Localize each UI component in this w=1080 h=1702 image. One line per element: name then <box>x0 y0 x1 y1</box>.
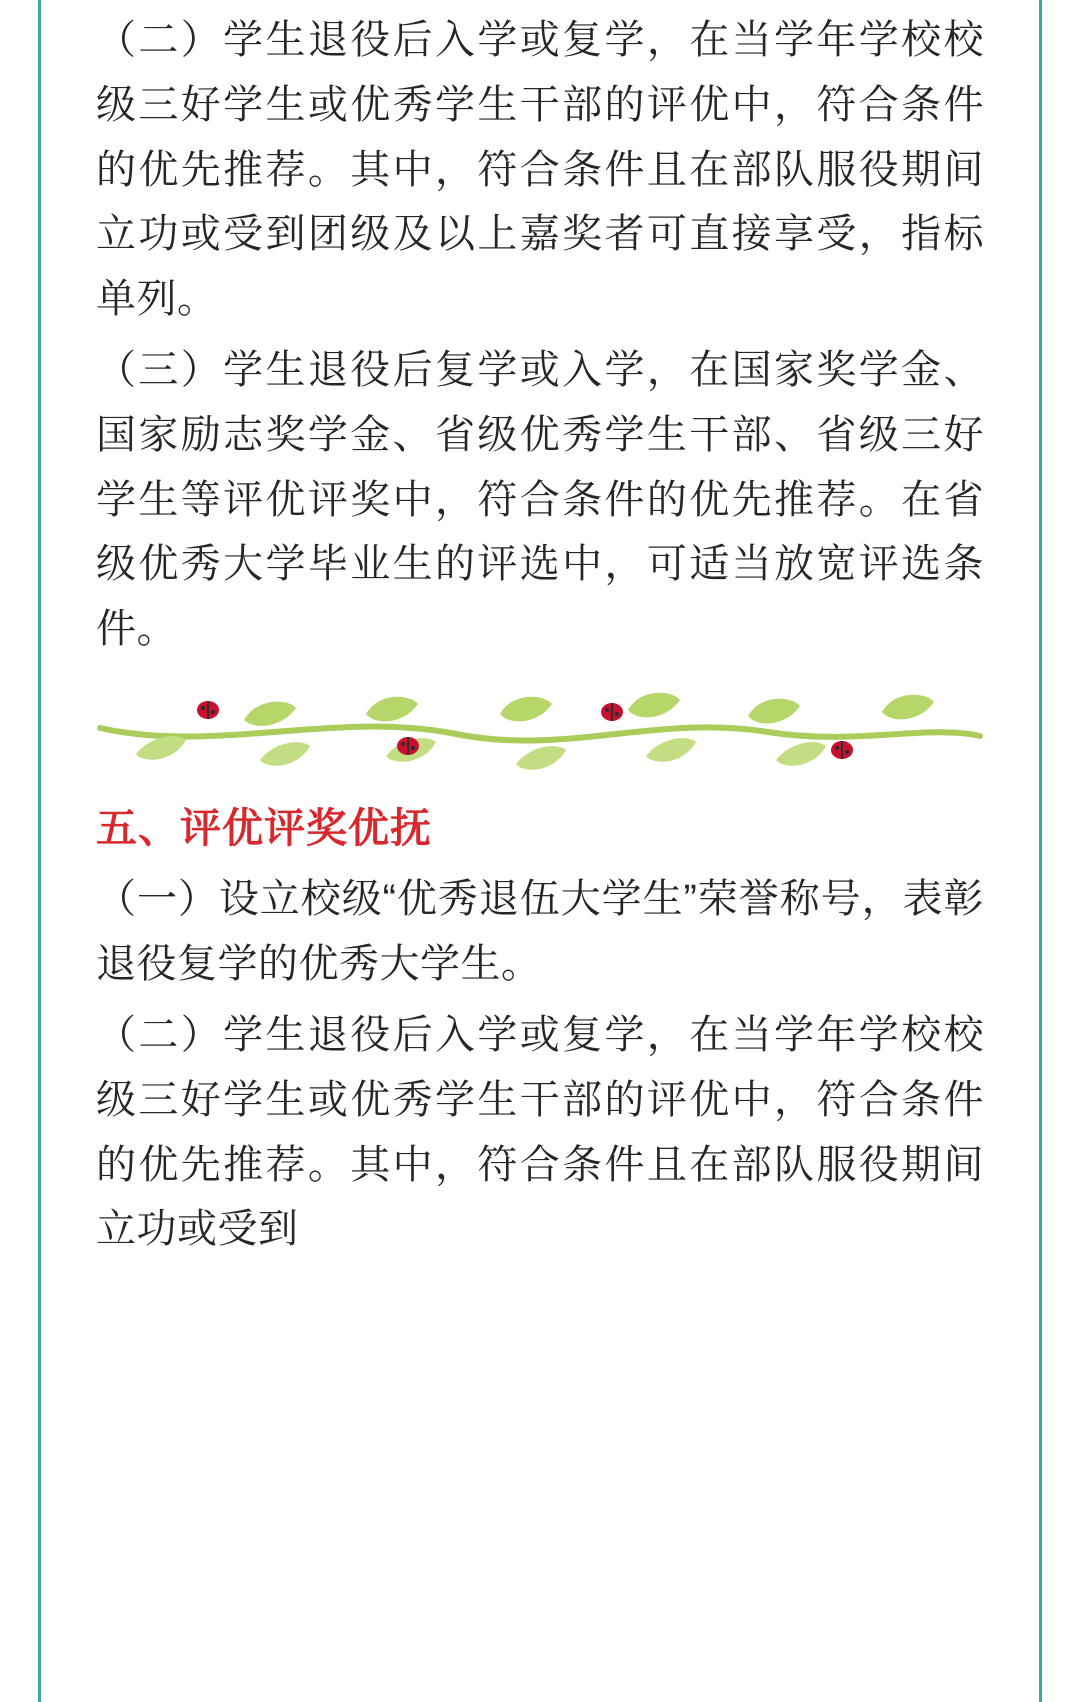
vine-ladybug-divider <box>96 684 984 780</box>
paragraph-item-2-lower: （二）学生退役后入学或复学，在当学年学校校级三好学生或优秀学生干部的评优中，符合条件的优先推荐。其中，符合条件且在部队服役期间立功或受到 <box>96 1013 984 1252</box>
paragraph-item-3: （三）学生退役后复学或入学，在国家奖学金、国家励志奖学金、省级优秀学生干部、省级三好学生等评优评奖中，符合条件的优先推荐。在省级优秀大学毕业生的评选中，可适当放宽评选条件。 <box>96 347 984 652</box>
document-content <box>96 0 984 1702</box>
left-border-rule <box>38 0 41 1702</box>
right-border-rule <box>1039 0 1042 1702</box>
ladybug-icon <box>397 737 419 755</box>
ladybug-icon <box>197 701 219 719</box>
section-heading: 五、评优评奖优抚 <box>96 804 432 851</box>
ladybug-icon <box>831 741 853 759</box>
paragraph-item-2-upper: （二）学生退役后入学或复学，在当学年学校校级三好学生或优秀学生干部的评优中，符合条件的优先推荐。其中，符合条件且在部队服役期间立功或受到团级及以上嘉奖者可直接享受，指标单列。 <box>96 18 984 322</box>
paragraph-item-1: （一）设立校级“优秀退伍大学生”荣誉称号，表彰退役复学的优秀大学生。 <box>96 877 984 987</box>
ladybug-icon <box>601 703 623 721</box>
